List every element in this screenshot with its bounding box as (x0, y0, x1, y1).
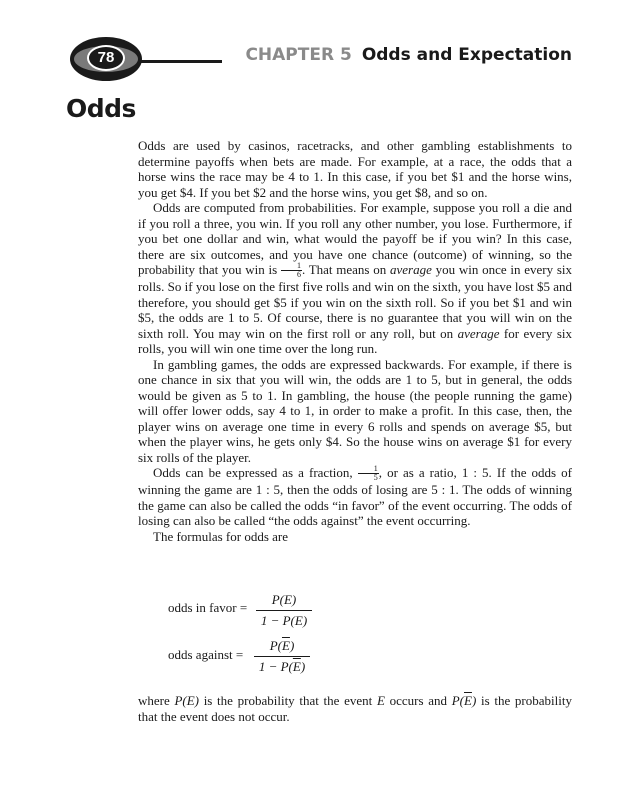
section-title: Odds (66, 94, 136, 123)
favor-ratio (256, 592, 312, 629)
against-label: odds against = (168, 647, 244, 662)
paragraph-3: In gambling games, the odds are expressed backwards. For example, if there is one chance in six that you will win, the odds are 1 to 5, but in general, the odds would be given as 5 to 1. In gambling, the house (the people running the game) will offer lower odds, say 4 to 1, in order to make a profit. In this case, then, the player wins on average one time in every 6 rolls and spends on average $5, but when the player wins, he gets only $4. So the house wins on average $1 for every six rolls of the player. (138, 356, 572, 465)
paragraph-2: Odds are computed from probabilities. For example, suppose you roll a die and if you roll a three, you win. If you roll any other number, you lose. Furthermore, if you bet one dollar and win, what would the payoff be if you win? In this case, there are six outcomes, and you have one chance (outcome) of winning, so the probability that you win is $\frac{1}{6}$ . That means on average you win once in every six rolls. So if you lose on the first five rolls and win on the sixth, you have lost $5 and therefore, you should get $5 if you win on the sixth roll. So if you bet $1 and win $5, the odds are 1 to 5. Of course, there is no guarantee that you will win on the sixth roll. You may win on the first roll or any roll, but on average for every six rolls, you will win one time over the long run. (138, 200, 572, 356)
page-number-badge (70, 37, 142, 81)
paragraph-4: Odds can be expressed as a fraction, $\frac{1}{5}$ , or as a ratio, 1 : 5. If the odds of winning the game are 1 : 5, then the odds of losing are 5 : 1. The odds of winning the game can also be called the odds “in favor” of the event occurring. The odds of losing can also be called “the odds against” the event occurring. (138, 464, 572, 528)
fraction-one-sixth: $\frac{1}{6}$ (281, 262, 302, 279)
chapter-title: Odds and Expectation (361, 45, 572, 65)
against-numerator: $P(\overline{E})$ (254, 638, 310, 657)
running-header (245, 45, 572, 65)
favor-numerator: P(E) (256, 592, 312, 611)
against-denominator: $1 - P(\overline{E})$ (258, 659, 306, 674)
header-rule (140, 60, 222, 63)
favor-denominator: 1 − P(E) (260, 613, 308, 628)
closing-paragraph: where P(E) is the probability that the event E occurs and $P(\overline{E})$ is the probability that the event does not occur. (138, 693, 572, 724)
fraction-one-fifth: $\frac{1}{5}$ (358, 465, 379, 482)
chapter-label: CHAPTER 5 (245, 45, 352, 65)
against-ratio (254, 638, 310, 675)
paragraph-5: The formulas for odds are (153, 528, 289, 544)
page-number: 78 (87, 45, 125, 71)
body-text (138, 138, 572, 544)
favor-label: odds in favor = (168, 600, 248, 615)
paragraph-1: Odds are used by casinos, racetracks, and other gambling establishments to determine payoffs when bets are made. For example, at a race, the odds that a horse wins the race may be 4 to 1. In this case, if you bet $1 and the horse wins, you get $4. If you bet $2 and the horse wins, you get $8, and so on. (138, 138, 572, 200)
